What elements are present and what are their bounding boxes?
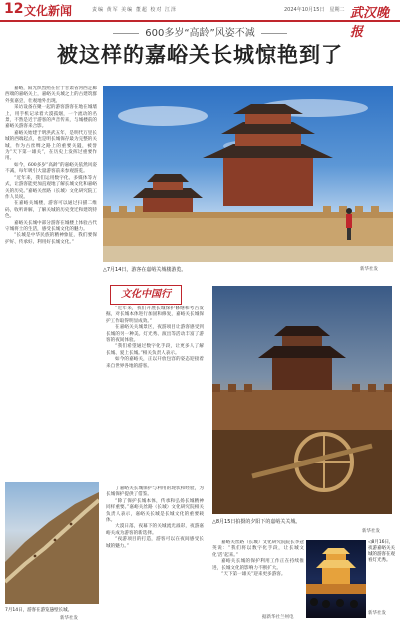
light-show-illustration [306,540,366,618]
paragraph: 在嘉峪关城楼，游客可以通过扫描二维码，收听讲解，了解关城的历史变迁和建筑特色。 [5,201,97,220]
kicker-text: 600多岁“高龄”风姿不减 [145,28,255,39]
main-photo-credit: 新华社发 [360,267,378,272]
right-photo-credit: 新华社发 [362,529,380,534]
kicker-rule-right [261,33,287,34]
paragraph: 大漠日落，夜幕下的关城流光溢彩，夜游嘉峪关成为游客的新选择。 [106,524,204,536]
section-title: 文化新闻 [24,4,73,18]
newspaper-logo: 武汉晚报 [350,6,390,40]
article-column-4 [212,540,304,612]
night-photo-caption: ◁8月16日，夜游嘉峪关关城的游客在观看灯光秀。 [368,540,395,563]
paragraph: 嘉峪关丝路（长城）文化研究院院长李冠英说：“我们将以数字化手段，让长城文化‘活’起来。” [212,540,304,558]
paragraph: “长城是中华民族的精神象征，我们要保护好、传承好、利用好长城文化。” [5,233,97,245]
night-photo-credit: 新华社发 [368,611,386,616]
gate-tower-illustration [103,86,393,262]
fortress-illustration [212,286,392,514]
kicker-rule-left [113,33,139,34]
column-logo: 文化中国行 [110,285,182,305]
paragraph: “天下第一雄关”迎来更多游客。 [221,572,286,578]
right-photo-sunset-fortress [212,286,392,514]
paragraph: “除了保护长城本体，传承和弘扬长城精神同样重要。”嘉峪关丝路（长城）文化研究院相关负责人表示，嘉峪关长城是长城文化的重要载体。 [106,498,204,524]
right-photo-caption: △8月15日拍摄的夕阳下的嘉峪关关城。 [212,519,301,525]
kicker [0,24,400,39]
paragraph: 嘉峪关长城中部分游客在城楼上体验古代守城将士的生活，感受长城文化的魅力。 [5,220,97,232]
headline: 被这样的嘉峪关长城惊艳到了 [57,43,343,67]
editor-credits: 责编 黄军 美编 董超 校对 江泽 [92,7,177,13]
paragraph: 嘉峪关长城的保护利用工作正在持续推进，长城文化的影响力不断扩大。 [212,559,304,571]
paragraph: “夜游项目的打造，游客可以在夜间感受长城的魅力。” [106,537,204,549]
main-photo-gate-tower [103,86,393,262]
page-number: 12 [4,1,24,17]
paragraph: 在嘉峪关关城景区，夜游项目让游客感受到长城的另一种美。灯光秀、演出等活动丰富了游客的夜间体验。 [106,325,204,344]
left-photo-credit: 新华社发 [60,616,78,621]
paragraph: “近年来，我们运用数字化、多媒体等方式，让游客能更加直观地了解长城文化和嘉峪关的历史。”嘉峪关丝路（长城）文化研究院工作人员说。 [5,175,97,200]
paragraph: “我们希望通过数字化手段，让更多人了解长城、爱上长城。”相关负责人表示。 [106,344,204,356]
paragraph: “近年来，我们开展长城保护修缮和考古发掘，对长城本体进行加固和修复，嘉峪关长城保护工作取得明显成效。” [106,306,204,324]
paragraph: 嘉峪关始建于明洪武五年，是明代万里长城的西端起点，也是明长城保存最为完整的关城，作为古丝绸之路上的重要关隘，被誉为“天下第一雄关”，在历史上发挥过重要作用。 [5,130,97,162]
article-credit: 据新华社兰州电 [262,615,294,620]
paragraph: 了嘉峪关长城保护与利用的现状和经验，为长城保护提供了借鉴。 [106,486,204,498]
issue-date: 2024年10月15日 星期二 [284,7,345,13]
overhanging-wall-illustration [5,482,99,604]
left-photo-overhanging-wall [5,482,99,604]
paragraph: 如今，600多岁“高龄”的嘉峪关依然风姿不减，每年吸引大量游客前来参观游览。 [5,162,97,175]
paragraph: 嘉峪，阳光炽烈照在位于甘肃省河西走廊西端的嘉峪关上，嘉峪关关城之上的古建筑群外张嘉尝，壮观地外出现。 [5,86,97,104]
left-photo-caption: 7月14日，游客在游览悬壁长城。 [5,608,73,613]
paragraph: 如今的嘉峪关，正以开放包容的姿态迎接着来自世界各地的游客。 [106,357,204,369]
night-photo-light-show [306,540,366,618]
paragraph: 采访设备在聚一起的游客游客在地在城墙上，用手机记录着大漠孤烟，一个流动的名景，不然是近于游客的声音传来，与城楼前的嘉峪关游客来合影。 [5,105,97,130]
article-column-3 [106,486,204,616]
article-column-2 [106,306,204,482]
article-column-1 [5,86,97,480]
main-photo-caption: △7月14日，游客在嘉峪关城楼游览。 [103,267,187,273]
